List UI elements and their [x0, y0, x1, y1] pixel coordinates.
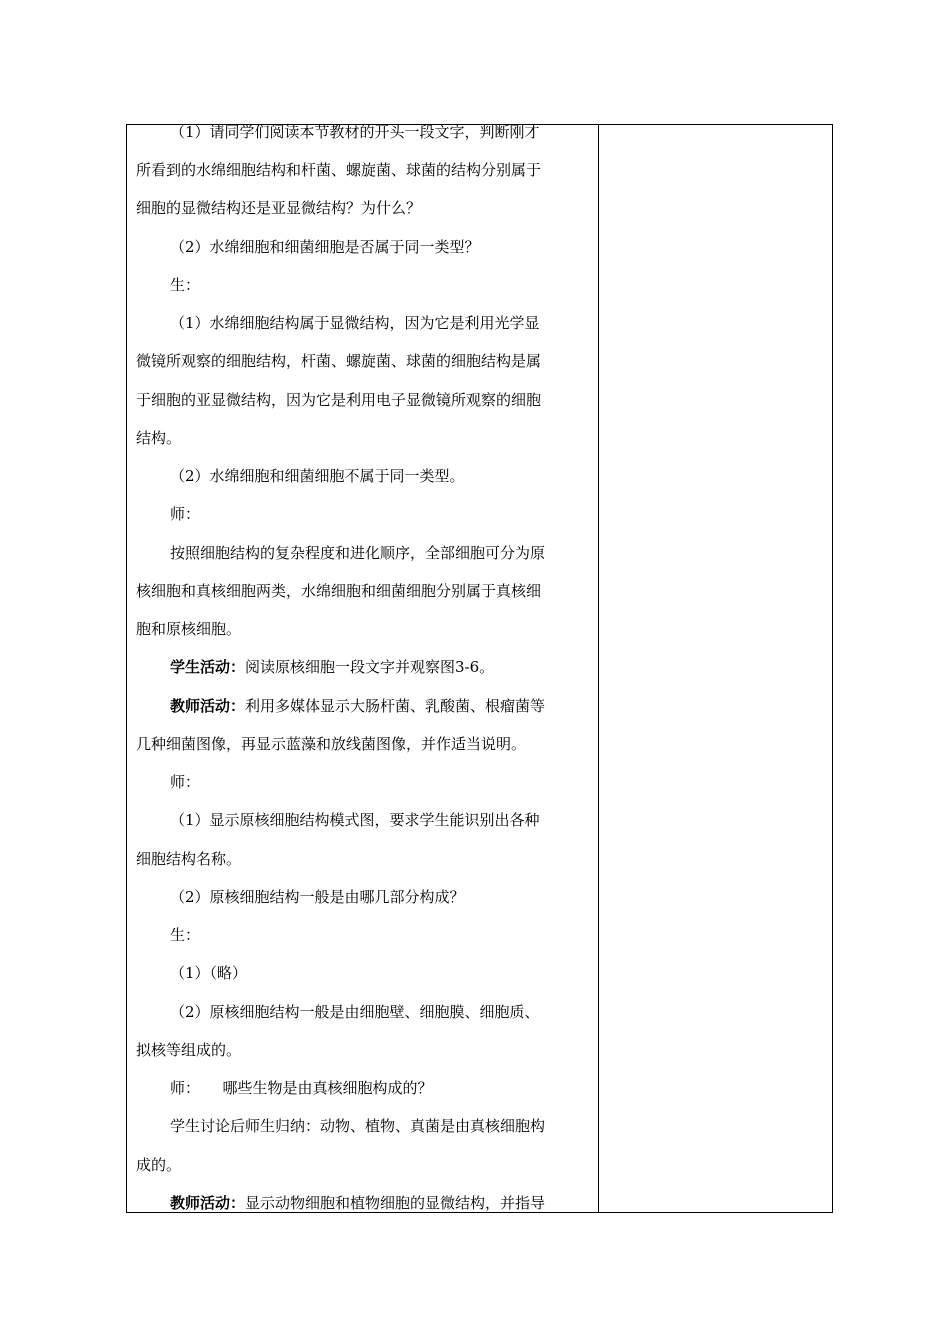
- line-text: （1）显示原核细胞结构模式图，要求学生能识别出各种: [170, 811, 540, 829]
- line-text: （2）原核细胞结构一般是由细胞壁、细胞膜、细胞质、: [170, 1003, 540, 1021]
- activity-label: 教师活动：: [170, 1194, 246, 1212]
- line-text: 于细胞的亚显微结构，因为它是利用电子显微镜所观察的细胞: [136, 391, 542, 409]
- text-line: [170, 237, 480, 257]
- text-line: [170, 1078, 433, 1098]
- text-line: [136, 351, 541, 371]
- line-text: 成的。: [136, 1156, 182, 1174]
- text-line: [170, 1116, 545, 1136]
- text-line: [136, 428, 181, 448]
- text-line: [136, 619, 241, 639]
- line-text: 师：: [170, 773, 201, 791]
- line-text: （2）水绵细胞和细菌细胞不属于同一类型。: [170, 467, 465, 485]
- line-text: 显示动物细胞和植物细胞的显微结构，并指导: [245, 1194, 546, 1212]
- line-text: 师：: [170, 505, 201, 523]
- text-line: [136, 581, 541, 601]
- text-line: [170, 772, 200, 792]
- line-text: 生：: [170, 276, 201, 294]
- text-line: [136, 390, 541, 410]
- text-line: [136, 160, 541, 180]
- line-text: 拟核等组成的。: [136, 1041, 242, 1059]
- line-text: 胞和原核细胞。: [136, 620, 242, 638]
- line-text: （2）原核细胞结构一般是由哪几部分构成？: [170, 888, 465, 906]
- text-line: [170, 1193, 545, 1213]
- line-text: （1）水绵细胞结构属于显微结构，因为它是利用光学显: [170, 314, 540, 332]
- activity-label: 教师活动：: [170, 697, 246, 715]
- text-line: [136, 849, 241, 869]
- text-line: [170, 313, 540, 333]
- text-line: [170, 810, 540, 830]
- line-text: 生：: [170, 926, 201, 944]
- line-text: 结构。: [136, 429, 182, 447]
- line-text: 阅读原核细胞一段文字并观察图3-6。: [245, 658, 495, 676]
- text-line: [136, 734, 526, 754]
- line-text: 细胞的显微结构还是亚显微结构？为什么？: [136, 199, 422, 217]
- text-line: [170, 887, 465, 907]
- notes-column: [599, 125, 832, 1212]
- line-text: 学生讨论后师生归纳：动物、植物、真菌是由真核细胞构: [170, 1117, 546, 1135]
- text-line: [170, 122, 540, 142]
- line-text: 按照细胞结构的复杂程度和进化顺序，全部细胞可分为原: [170, 544, 546, 562]
- text-line: [170, 504, 200, 524]
- line-text: 利用多媒体显示大肠杆菌、乳酸菌、根瘤菌等: [245, 697, 546, 715]
- text-line: [170, 466, 465, 486]
- text-line: [136, 198, 421, 218]
- text-line: [170, 1002, 540, 1022]
- text-line: [170, 657, 494, 677]
- line-text: （2）水绵细胞和细菌细胞是否属于同一类型？: [170, 238, 480, 256]
- text-line: [170, 275, 200, 295]
- line-text: 核细胞和真核细胞两类，水绵细胞和细菌细胞分别属于真核细: [136, 582, 542, 600]
- text-line: [170, 543, 545, 563]
- line-text: 师： 哪些生物是由真核细胞构成的？: [170, 1079, 433, 1097]
- text-line: [136, 1040, 241, 1060]
- text-line: [170, 925, 200, 945]
- text-line: [170, 696, 545, 716]
- line-text: （1）请同学们阅读本节教材的开头一段文字，判断刚才: [170, 123, 540, 141]
- text-line: [136, 1155, 181, 1175]
- line-text: （1）（略）: [170, 964, 248, 982]
- line-text: 细胞结构名称。: [136, 850, 242, 868]
- activity-label: 学生活动：: [170, 658, 246, 676]
- line-text: 微镜所观察的细胞结构，杆菌、螺旋菌、球菌的细胞结构是属: [136, 352, 542, 370]
- line-text: 所看到的水绵细胞结构和杆菌、螺旋菌、球菌的结构分别属于: [136, 161, 542, 179]
- line-text: 几种细菌图像，再显示蓝藻和放线菌图像，并作适当说明。: [136, 735, 527, 753]
- text-line: [170, 963, 247, 983]
